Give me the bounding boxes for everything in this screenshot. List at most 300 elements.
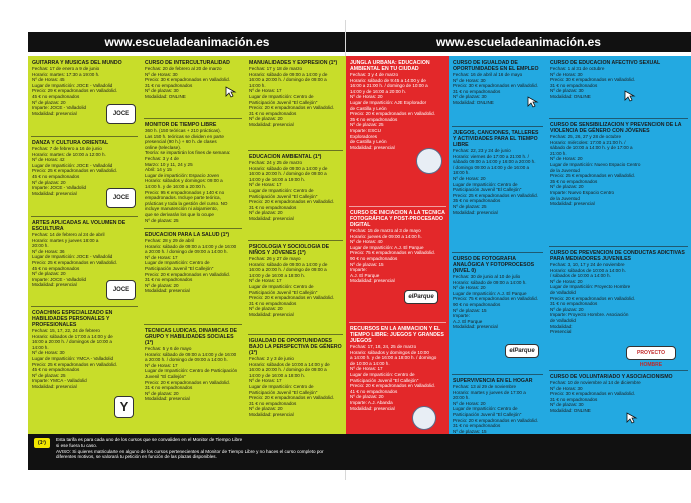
course-line: Fechas: 17 de enero a 9 de junio: [32, 66, 100, 71]
course-line: / sábados de 10:00 a 14:00 h.: [550, 273, 611, 279]
divider: [144, 118, 242, 119]
joce-logo: JOCE: [106, 104, 136, 124]
course-line: Nº de Horas: 20: [550, 156, 583, 162]
divider: [452, 126, 543, 127]
course-line: Modalidad: presencial: [32, 383, 77, 389]
course-line: Fechas: 1 al 31 de octubre: [550, 66, 605, 71]
course-line: Nº de plazas: 25: [350, 122, 384, 128]
course-line: sábado de 10:00 a 14:00 h. y de 17:00 a: [550, 145, 633, 151]
course-line: Precio: 25 € empadronados en Valladolid.: [32, 259, 117, 265]
course-line: Lugar de impartición: Espacio Joven: [145, 172, 220, 178]
course-line: Nº de plazas: 20: [550, 306, 584, 312]
course-line: 35 € no empadronados: [453, 198, 501, 204]
elparque-logo: elParque: [505, 344, 539, 358]
course-line: Fechas: 30 de junio al 10 de julio: [453, 274, 521, 279]
course-line: 16:00 a 20:00 h. / domingo de 09:00 a: [249, 77, 327, 83]
course-line: 20:00 h.: [453, 395, 470, 401]
course-line: presencial (90 h.) + 60 h. de clases: [145, 139, 217, 145]
course-line: Nº de plazas: 20: [145, 282, 179, 288]
footer-text-line-2: si ese fuera tu caso.: [56, 442, 98, 448]
course-line: empadronados. Incluye parte teórica,: [145, 195, 221, 201]
course-title: EDUCACIÓN AMBIENTAL (1º): [249, 154, 322, 160]
course-line: Precio: 20 € empadronados en Valladolid.: [249, 395, 334, 401]
elparque-logo: elParque: [404, 290, 438, 304]
course-line: Modalidad: ONLINE: [145, 93, 186, 99]
course-line: Modalidad: presencial: [32, 110, 77, 116]
column-3: [245, 56, 346, 434]
course-line: Nº de Horas: 17: [145, 254, 178, 260]
course-line: Nº de Horas: 20: [453, 285, 486, 291]
course-line: Precio: 30 € empadronados en Valladolid.: [550, 77, 635, 83]
course-tecnicas-ludicas: [145, 328, 241, 402]
course-line: Nº de plazas: 20: [32, 271, 66, 277]
course-iniciacion-fotografia: [350, 210, 445, 284]
course-line: Modalidad: presencial: [145, 396, 190, 402]
course-line: 16:00 a 20:00 h. / domingo de 09:00 a: [249, 171, 327, 177]
course-line: Horario: sábados de 17:00 a 14:00 y de: [32, 333, 113, 339]
course-manualidades: [249, 60, 342, 128]
course-title: ARTES APLICADAS AL VOLUMEN DE ESCULTURA: [32, 220, 126, 232]
footer-text-line-3: AVISO: Si quieres matricularte en alguno de los cursos pertenecientes al Monitor de Tiempo Libre y no haces el curso completo por diferentes motivos, se valorará tu petición en función de las plazas disponibles.: [56, 448, 324, 460]
course-line: Precio: 30 € empadronados en Valladolid.: [145, 77, 230, 83]
course-line: Nº de Horas: 30: [32, 350, 65, 356]
course-line: Nº de plazas: 20: [145, 390, 179, 396]
course-line: Precio: 25 € empadronados en Valladolid.: [453, 192, 538, 198]
course-conductas-adictivas: [550, 250, 687, 335]
course-line: Horario: martes y jueves de 17:00 a: [453, 389, 526, 395]
course-title: CURSO DE INICIACIÓN A LA TÉCNICA FOTOGRÁFICA Y POST-PROCESADO DIGITAL: [350, 210, 445, 228]
course-line: / domingo 09:00 a 14:00 y de 16:00 a: [453, 164, 530, 170]
course-line: que se derivarán los que lo ocupe: [145, 211, 214, 217]
course-line: 18:00 h.: [453, 170, 470, 176]
course-line: Nº de plazas: 15: [453, 307, 487, 313]
course-line: Teoría: se impartirán los fines de semana:: [145, 150, 231, 156]
course-line: Fechas: 15 de marzo al 3 de mayo: [350, 228, 421, 233]
course-line: 90 € no empadronados: [350, 255, 398, 261]
cursor-icon: [624, 90, 636, 102]
course-line: Nº de plazas: 20: [350, 394, 384, 400]
course-line: 14:00 y de 16:00 a 20:00 h.: [350, 88, 406, 94]
course-line: Participación Juvenil "El Callejón": [453, 411, 522, 417]
column-4: [346, 56, 449, 434]
course-line: Fechas: 2 y 3 de junio: [249, 356, 294, 361]
course-line: Imparte:: [453, 313, 470, 319]
course-title: DANZA Y CULTURA ORIENTAL: [32, 140, 109, 146]
course-line: 14:00 y de 16:00 a 18:00 h.: [249, 272, 305, 278]
course-line: a 20:00 h. / domingo de 09:00 a 14:00 h.: [145, 249, 228, 255]
course-line: Nº de plazas: 20: [249, 116, 283, 122]
course-line: Fechas: 22, 23 y 24 de junio: [453, 148, 511, 153]
course-line: 360 h. (150 teóricas + 210 prácticas).: [145, 128, 221, 133]
course-line: Participación Juvenil "El Callejón": [249, 99, 318, 105]
course-line: Presencial: [550, 329, 572, 335]
course-line: Nº de plazas: 20: [32, 179, 66, 185]
divider: [248, 334, 343, 335]
course-line: a 14:00 h. y de 16:00 a 18:00 h. / domingo: [350, 355, 437, 361]
course-line: Nº de Horas: 30: [550, 71, 583, 77]
course-title: MONITOR DE TIEMPO LIBRE: [145, 122, 217, 128]
course-line: Horario: sábados de 10:00 a 14:00 y de: [249, 361, 330, 367]
course-afectivo-sexual: [550, 60, 687, 100]
course-line: Participación Juvenil "El Callejón": [350, 377, 419, 383]
course-line: Precio: 75 € empadronados en Valladolid.: [453, 296, 538, 302]
course-line: Modalidad: presencial: [249, 215, 294, 221]
course-line: Modalidad: presencial: [453, 324, 498, 330]
course-line: Fechas: 16 de abril al 16 de mayo: [453, 72, 523, 77]
course-line: Precio: 25 € empadronados en Valladolid.: [550, 173, 635, 179]
course-line: Horario: sábado de 09:00 a 14:00 y de 16:00: [145, 351, 237, 357]
course-line: 31 € no empadronados: [249, 110, 297, 116]
course-line: Nº de plazas: 25: [32, 372, 66, 378]
course-title: TÉCNICAS LÚDICAS, DINÁMICAS DE GRUPO Y HABILIDADES SOCIALES (1º): [145, 328, 237, 346]
course-line: Lugar de Impartición: Centro de: [249, 283, 314, 289]
course-line: Precio: 20 € empadronados en Valladolid.: [249, 295, 334, 301]
course-line: 35 € no empadronados: [550, 178, 598, 184]
course-line: Lugar de Impartición: Centro de: [249, 93, 314, 99]
course-line: Precio: 20 € empadronados en Valladolid.: [145, 271, 230, 277]
course-line: 14:00 h.: [32, 344, 49, 350]
course-line: Lugar de Impartición: Centro de Participación: [145, 368, 238, 374]
course-line: Modalidad: presencial: [249, 311, 294, 317]
course-line: Imparte: JOCE - Valladolid: [32, 185, 87, 191]
course-line: 16:00 a 21:00 h. / domingo de 10:00 a: [350, 83, 428, 89]
course-line: 31 € no empadronados: [249, 300, 297, 306]
course-line: Nº de plazas: 20: [249, 406, 283, 412]
course-line: Modalidad: presencial: [350, 405, 395, 411]
course-line: Precio: 20 € empadronados en Valladolid.: [249, 105, 334, 111]
course-line: Lugar de Impartición: Centro de: [249, 383, 314, 389]
course-line: Lugar de Impartición: Proyecto Hombre: [550, 284, 631, 290]
course-line: Precio: 20 € empadronados en Valladolid.: [249, 199, 334, 205]
course-line: Modalidad: presencial: [350, 278, 395, 284]
course-title: CURSO DE EDUCACIÓN AFECTIVO SEXUAL: [550, 60, 661, 66]
course-supervivencia-hogar: [453, 378, 542, 434]
course-line: Nº de Horas: 36: [32, 248, 65, 254]
course-line: Abril: 14 y 15: [145, 167, 172, 173]
divider: [31, 306, 138, 307]
course-artes: [32, 220, 137, 288]
course-line: Fechas: 15, 17, 22, 24 de febrero: [32, 328, 100, 333]
course-line: Horario: martes: 17:30 a 19:00 h.: [32, 71, 100, 77]
course-title: IGUALDAD DE OPORTUNIDADES BAJO LA PERSPECTIVA DE GÉNERO (1º): [249, 338, 342, 356]
joce-logo: JOCE: [106, 280, 136, 300]
course-line: Horario: martes y jueves 18:00 a: [32, 237, 99, 243]
column-2: [141, 56, 245, 434]
course-title: MANUALIDADES Y EXPRESIÓN (1º): [249, 60, 338, 66]
course-line: 35 € no empadronados: [350, 116, 398, 122]
course-line: 14:00 h. y de 16:00 a 20:00 h.: [145, 183, 207, 189]
course-line: Nº de plazas: 20: [550, 184, 584, 190]
course-line: 45 € no empadronados: [32, 367, 80, 373]
course-line: Modalidad: presencial: [350, 144, 395, 150]
course-line: de Valladolid: [550, 317, 576, 323]
course-line: de Castilla y León: [350, 139, 387, 145]
course-line: Horario: viernes de 17:00 a 21:00 h. /: [453, 153, 529, 159]
course-line: Horario: sábado de 09:00 a 14:00 y de 16:00: [145, 243, 237, 249]
course-title: RECURSOS EN LA ANIMACIÓN Y EL TIEMPO LIBRE: JUEGOS Y GRANDES JUEGOS: [350, 326, 444, 344]
joce-logo: JOCE: [106, 188, 136, 208]
course-line: Exploradores: [350, 133, 378, 139]
abanda-logo: [412, 406, 436, 430]
course-line: 45 € no empadronados: [32, 265, 80, 271]
course-line: Nº de plazas: 25: [453, 203, 487, 209]
course-line: Participación Juvenil "El Callejón": [145, 265, 214, 271]
course-title: CURSO DE INTERCULTURALIDAD: [145, 60, 230, 66]
course-line: Horario: sábados y domingos: 09:00 a: [145, 178, 223, 184]
course-psicologia: [249, 244, 342, 318]
course-line: Fechas: 25, 26, 27 y 28 de octubre: [550, 134, 621, 139]
course-line: Participación Juvenil "El Callejón": [249, 193, 318, 199]
course-line: Modalidad: presencial: [550, 201, 595, 207]
course-line: Nº de Horas: 20: [350, 94, 383, 100]
column-1: [28, 56, 141, 434]
course-line: 16:00 a 20:00 h. / domingos de 10:00 a: [32, 339, 112, 345]
course-line: Participación Juvenil "El Callejón": [249, 289, 318, 295]
course-line: Horario: sábado de 09:00 a 14:00 h.: [453, 279, 527, 285]
course-line: Modalidad: presencial: [32, 282, 77, 288]
cursor-icon: [225, 86, 237, 98]
course-line: Marzo: 10 y 11, 24 y 25: [145, 161, 193, 167]
course-line: Lugar de Impartición: Centro de: [145, 260, 210, 266]
course-line: 31 € no empadronados: [249, 204, 297, 210]
course-line: Nº de plazas: 15: [350, 261, 384, 267]
course-line: Nº de plazas: 15: [453, 428, 487, 434]
course-voluntariado: [550, 374, 687, 414]
course-line: 16:00 a 20:00 h. / domingo de 09:00 a: [249, 267, 327, 273]
cursor-icon: [626, 412, 638, 424]
course-line: 45 € no empadronados: [32, 173, 80, 179]
footer-text: [56, 437, 341, 460]
course-line: Imparte: Proyecto Hombre. Asociación: [550, 312, 629, 318]
course-title: JUEGOS, CANCIONES, TALLERES Y ACTIVIDADES PARA EL TIEMPO LIBRE: [453, 130, 539, 148]
course-line: Nº de Horas: 45: [32, 77, 65, 83]
course-line: Nº de Horas: 17: [249, 88, 282, 94]
course-line: 31 € no empadronados: [145, 82, 193, 88]
course-line: Horario: martes: de 10:00 a 12:00 h.: [32, 151, 106, 157]
course-jungla-urbana: [350, 60, 445, 150]
course-line: Nº de Horas: 42: [32, 157, 65, 163]
course-line: 20:00 h.: [32, 243, 49, 249]
course-line: de Castilla y León: [350, 105, 387, 111]
course-line: Fechas: 3 y 4 de: [145, 155, 179, 161]
course-line: sábado 09:00 a 14:00 y 16:00 a 20:00 h.: [453, 159, 536, 165]
course-line: a 20:00 h. / domingo de 09:00 a 14:00 h.: [145, 357, 228, 363]
course-line: prácticas y toda la gestión del curso. NO: [145, 200, 228, 206]
course-line: Fechas: 14 de febrero al 24 de abril: [32, 232, 105, 237]
course-line: Fechas: 5 y 6 de mayo: [145, 346, 192, 351]
course-line: A.J. El Parque: [453, 318, 483, 324]
course-line: Modalidad: ONLINE: [453, 99, 494, 105]
course-line: Precio: 20 € empadronados en Valladolid.: [550, 295, 635, 301]
course-line: Fechas: 3 y 4 de marzo: [350, 72, 399, 77]
course-line: Nº de plazas: 30: [550, 402, 584, 408]
course-line: 45 € no empadronados: [32, 93, 80, 99]
course-line: de la Juventud: [550, 195, 580, 201]
course-line: Lugar de Impartición: Centro de: [453, 406, 518, 412]
header-right-url: www.escueladeanimación.es: [346, 32, 691, 52]
course-title: CURSO DE FOTOGRAFÍA ANALÓGICA Y FOTOPROCESOS (NIVEL 0): [453, 256, 535, 274]
course-title: CURSO DE VOLUNTARIADO Y ASOCIACIONISMO: [550, 374, 673, 380]
course-title: JUNGLA URBANA: EDUCACIÓN AMBIENTAL EN TU CIUDAD: [350, 60, 430, 72]
course-line: Horario: sábado de 09:00 a 14:00 y de: [249, 71, 328, 77]
divider: [452, 374, 543, 375]
course-line: Fechas: 20 de febrero al 20 de marzo: [145, 66, 222, 71]
course-line: 31 € no empadronados: [145, 277, 193, 283]
course-line: Horario: miércoles: 17:00 a 21:00 h. /: [550, 139, 626, 145]
course-line: 31 € no empadronados: [550, 301, 598, 307]
course-line: Modalidad: ONLINE: [550, 407, 591, 413]
course-line: Precio: 95 € empadronados y 140 € no: [145, 189, 225, 195]
course-line: Nº de plazas: 20: [32, 99, 66, 105]
column-5: [449, 56, 546, 434]
course-line: Modalidad: presencial: [249, 411, 294, 417]
footer-star-badge: (1º): [34, 438, 50, 448]
course-recursos-animacion: [350, 326, 445, 411]
course-title: PSICOLOGÍA Y SOCIOLOGÍA DE NIÑOS Y JÓVENES (1º): [249, 244, 330, 256]
course-line: Nº de plazas: 20: [249, 306, 283, 312]
course-line: Modalidad: presencial: [32, 190, 77, 196]
course-line: Fechas: 3, 10, 17 y 24 de noviembre: [550, 262, 625, 267]
course-line: online (teleclase).: [145, 144, 182, 150]
course-title: CURSO DE SENSIBILIZACIÓN Y PREVENCIÓN DE LA VIOLENCIA DE GÉNERO CON JÓVENES: [550, 122, 682, 134]
divider: [31, 216, 138, 217]
exploradores-logo: [416, 148, 442, 174]
divider: [248, 150, 343, 151]
course-title: SUPERVIVENCIA EN EL HOGAR: [453, 378, 533, 384]
course-line: de Valladolid: [550, 289, 576, 295]
course-line: Modalidad: presencial: [249, 121, 294, 127]
divider: [549, 118, 688, 119]
course-educacion-salud: [145, 232, 241, 294]
course-title: COACHING ESPECIALIZADO EN HABILIDADES PERSONALES Y PROFESIONALES: [32, 310, 113, 328]
course-line: Imparte: YMCA - Valladolid: [32, 378, 87, 384]
ymca-logo: Y: [114, 396, 134, 418]
course-line: Precio: 20 € empadronados en Valladolid.: [453, 417, 538, 423]
course-educacion-ambiental: [249, 154, 342, 222]
course-line: Fechas: 17 y 18 de marzo: [249, 66, 303, 71]
course-line: Lugar de Impartición: Centro de: [453, 181, 518, 187]
course-line: Nº de Horas: 17: [249, 278, 282, 284]
course-line: Imparte: Nuevo Espacio Centro: [550, 189, 615, 195]
footer-text-line-1: Esta tarifa es para cada uno de los cursos que se convaliden en el Monitor de Tiempo Libre: [56, 437, 243, 442]
course-line: Nº de plazas: 30: [453, 94, 487, 100]
course-line: Nº de Horas: 40: [350, 239, 383, 245]
course-line: Imparte: JOCE - Valladolid: [32, 105, 87, 111]
course-line: 21:00 h.: [550, 150, 567, 156]
course-line: 31 € no empadronados: [249, 400, 297, 406]
course-line: Nº de plazas: 20: [249, 210, 283, 216]
course-violencia-genero: [550, 122, 687, 207]
course-line: Modalidad: ONLINE: [550, 93, 591, 99]
course-coaching: [32, 310, 137, 390]
course-line: Lugar de Impartición: Nuevo Espacio Centro: [550, 161, 641, 167]
course-fotografia-analogica: [453, 256, 542, 330]
course-line: Horario: sábado de 09:00 a 14:00 y de: [249, 261, 328, 267]
divider: [349, 206, 446, 207]
course-line: Nº de Horas: 17: [249, 182, 282, 188]
course-line: Horario: sábados de 10:00 a 14:00 h.: [550, 267, 626, 273]
course-title: EDUCACIÓN PARA LA SALUD (1º): [145, 232, 230, 238]
course-line: Horario: sábado de 09:00 a 14:00 y de: [249, 165, 328, 171]
divider: [248, 240, 343, 241]
course-line: Modalidad:: [550, 323, 573, 329]
course-line: Nº de Horas: 30: [145, 71, 178, 77]
course-line: Imparte: ESCU: [350, 127, 381, 133]
course-line: Fechas: 13 al 29 de noviembre: [453, 384, 517, 389]
course-line: 31 € no empadronados: [453, 88, 501, 94]
course-line: Lugar de Impartición: JOCE - Valladolid: [32, 254, 113, 260]
footer-notice: [28, 434, 346, 470]
divider: [349, 322, 446, 323]
course-line: 31 € no empadronados: [453, 423, 501, 429]
course-line: 14:00 y de 16:00 a 18:00 h.: [249, 372, 305, 378]
course-title: CURSO DE PREVENCIÓN DE CONDUCTAS ADICTIVAS PARA MEDIADORES JUVENILES: [550, 250, 685, 262]
course-line: Nº de Horas: 20: [550, 278, 583, 284]
course-line: Lugar de Impartición: JOCE - Valladolid: [32, 162, 113, 168]
course-line: Lugar de Impartición: YMCA - Valladolid: [32, 355, 114, 361]
course-line: Precio: 25 € empadronados en Valladolid.: [32, 168, 117, 174]
divider: [144, 228, 242, 229]
course-line: Lugar de Impartición: JOCE - Valladolid: [32, 82, 113, 88]
course-line: Horario: sábados y domingos de 10:00: [350, 349, 429, 355]
course-line: A.J. El Parque: [350, 272, 380, 278]
cursor-icon: [527, 96, 539, 108]
course-line: 31 € no empadronados: [145, 385, 193, 391]
divider: [549, 246, 688, 247]
course-line: Imparte: A.J. Abanda: [350, 399, 393, 405]
course-line: Nº de Horas: 20: [453, 175, 486, 181]
course-line: Lugar de Impartición: Centro de: [249, 187, 314, 193]
course-line: Fechas: 26 y 27 de mayo: [249, 256, 301, 261]
course-line: de la Juventud: [550, 167, 580, 173]
course-line: Nº de plazas: 25: [145, 217, 179, 223]
divider: [144, 324, 242, 325]
course-line: Modalidad: presencial: [453, 209, 498, 215]
course-line: Lugar de Impartición: AJE Explorador: [350, 99, 427, 105]
course-line: 90 € no empadronados: [453, 301, 501, 307]
course-line: Precio: 75 € empadronados en Valladolid.: [350, 250, 435, 256]
course-monitor-tiempo-libre: [145, 122, 241, 223]
course-line: 14:00 y de 16:00 a 19:00 h.: [249, 176, 305, 182]
proyecto-hombre-logo: PROYECTO HOMBRE: [626, 346, 676, 360]
course-line: Nº de Horas: 30: [550, 385, 583, 391]
course-line: Nº de Horas: 17: [145, 362, 178, 368]
course-line: Nº de Horas: 17: [249, 378, 282, 384]
course-line: Fechas: 28 y 29 de abril: [145, 238, 195, 243]
course-juegos-canciones: [453, 130, 542, 215]
course-igualdad-genero: [249, 338, 342, 418]
course-line: Precio: 20 € empadronados en Valladolid.: [350, 111, 435, 117]
course-line: de 10:00 a 14:00 h.: [350, 360, 390, 366]
course-line: Fechas: 7 de febrero a 16 de junio: [32, 146, 102, 151]
course-line: 16:00 a 20:00 h. / domingo de 09:00 a: [249, 367, 327, 373]
course-line: 14:00 h.: [249, 82, 266, 88]
course-line: 31 € no empadronados: [550, 396, 598, 402]
course-title: CURSO DE IGUALDAD DE OPORTUNIDADES EN EL EMPLEO: [453, 60, 539, 72]
divider: [31, 136, 138, 137]
course-line: Imparte:: [350, 267, 367, 273]
course-line: Precio: 30 € empadronados en Valladolid.: [453, 83, 538, 89]
course-line: Nº de plazas: 30: [145, 88, 179, 94]
course-line: Precio: 20 € empadronados en Valladolid.: [145, 379, 230, 385]
course-line: Nº de Horas: 17: [350, 366, 383, 372]
course-line: Nº de plazas: 30: [550, 88, 584, 94]
course-line: Fechas: 10 de noviembre al 14 de diciembre: [550, 380, 641, 385]
course-line: Precio: 25 € empadronados en Valladolid.: [32, 361, 117, 367]
course-line: Precio: 29 € empadronados en Valladolid.: [32, 88, 117, 94]
footer-right-band: [346, 434, 691, 470]
course-line: Participación Juvenil "El Callejón": [453, 187, 522, 193]
